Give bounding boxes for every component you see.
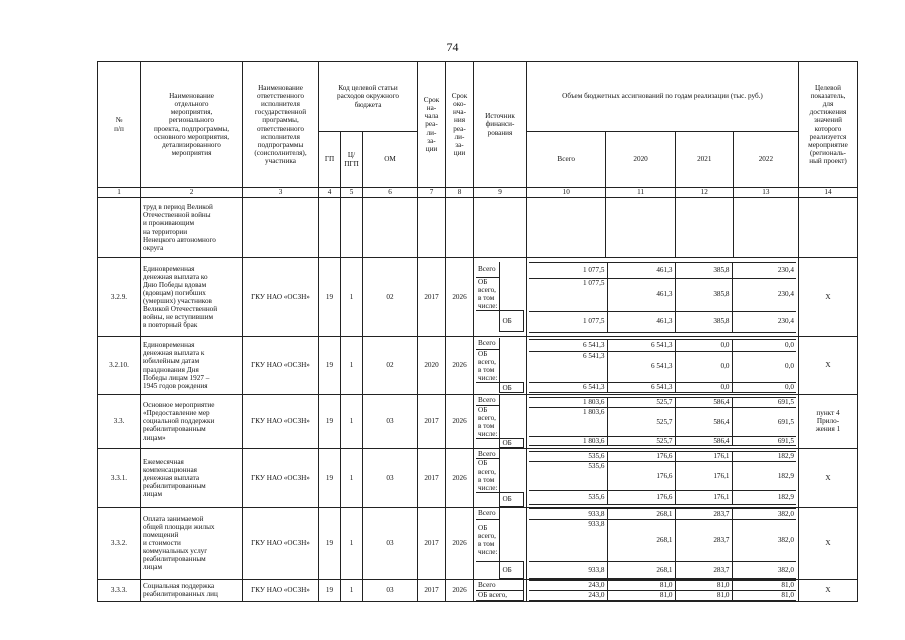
row-sources	[474, 448, 527, 507]
value-2020: 525,7	[607, 397, 675, 407]
value-2020: 6 541,3	[607, 351, 675, 382]
value-2021: 586,4	[675, 407, 732, 436]
value-2020: 6 541,3	[607, 382, 675, 392]
value-total: 243,0	[529, 590, 607, 600]
value-2020: 81,0	[607, 580, 675, 590]
row-end-year: 2026	[446, 507, 474, 579]
row-start-year: 2017	[418, 258, 446, 337]
column-number: 11	[606, 188, 675, 198]
header-2020: 2020	[606, 132, 675, 188]
column-number: 7	[418, 188, 446, 198]
value-2021: 586,4	[675, 436, 732, 445]
source-label: ОБ	[500, 492, 524, 506]
value-2021: 283,7	[675, 561, 732, 578]
value-2022: 182,9	[732, 451, 796, 461]
row-name: Ежемесячная компенсационная денежная выплата реабилитированным лицам	[141, 448, 243, 507]
source-label: ОБ всего, в том числе:	[476, 459, 500, 492]
value-2022: 230,4	[732, 311, 796, 332]
value-2020: 461,3	[607, 262, 675, 278]
table-body	[98, 188, 858, 602]
column-number: 2	[141, 188, 243, 198]
row-ppgp: 1	[341, 395, 363, 449]
value-2021: 0,0	[675, 351, 732, 382]
row-name: Единовременная денежная выплата к юбилейным датам празднования Дня Победы лицам 1927 – 1945 годов рождения	[141, 337, 243, 395]
value-2020: 176,6	[607, 490, 675, 504]
source-label: Всего	[476, 508, 500, 519]
row-start-year: 2017	[418, 395, 446, 449]
row-om: 03	[363, 448, 418, 507]
row-start-year: 2017	[418, 507, 446, 579]
value-2020: 176,6	[607, 451, 675, 461]
table-row	[98, 395, 858, 449]
row-executor: ГКУ НАО «ОСЗН»	[243, 448, 319, 507]
value-2021: 0,0	[675, 339, 732, 351]
row-executor: ГКУ НАО «ОСЗН»	[243, 579, 319, 601]
value-2022: 382,0	[732, 508, 796, 519]
value-total: 243,0	[529, 580, 607, 590]
value-2020: 268,1	[607, 508, 675, 519]
row-start-year: 2020	[418, 337, 446, 395]
value-2022: 691,5	[732, 397, 796, 407]
value-2021: 385,8	[675, 311, 732, 332]
value-2021: 176,1	[675, 461, 732, 490]
value-2021: 176,1	[675, 490, 732, 504]
value-2020: 461,3	[607, 311, 675, 332]
row-number: 3.2.10.	[98, 337, 141, 395]
row-executor: ГКУ НАО «ОСЗН»	[243, 507, 319, 579]
row-start-year: 2017	[418, 579, 446, 601]
value-2022: 691,5	[732, 436, 796, 445]
value-total: 933,8	[529, 519, 607, 561]
value-2020: 6 541,3	[607, 339, 675, 351]
value-2020: 81,0	[607, 590, 675, 600]
column-number: 1	[98, 188, 141, 198]
row-om: 02	[363, 258, 418, 337]
source-label: ОБ	[500, 383, 524, 393]
header-2022: 2022	[733, 132, 798, 188]
row-ppgp: 1	[341, 448, 363, 507]
source-label: ОБ всего, в том числе:	[476, 350, 500, 383]
value-total: 535,6	[529, 461, 607, 490]
row-sources	[474, 395, 527, 449]
source-indent	[476, 383, 500, 393]
column-number: 9	[474, 188, 527, 198]
row-values	[527, 448, 799, 507]
value-total: 6 541,3	[529, 351, 607, 382]
value-total: 6 541,3	[529, 339, 607, 351]
value-2021: 283,7	[675, 508, 732, 519]
column-number: 3	[243, 188, 319, 198]
value-2022: 0,0	[732, 351, 796, 382]
row-gp: 19	[319, 337, 341, 395]
row-om: 03	[363, 507, 418, 579]
column-number: 6	[363, 188, 418, 198]
value-total: 1 077,5	[529, 262, 607, 278]
row-values	[527, 337, 799, 395]
row-sources	[474, 258, 527, 337]
row-ppgp: 1	[341, 579, 363, 601]
source-label: Всего	[476, 580, 524, 590]
value-total: 535,6	[529, 490, 607, 504]
row-ppgp: 1	[341, 507, 363, 579]
value-2021: 283,7	[675, 519, 732, 561]
continuation-source	[474, 198, 527, 258]
row-target: Х	[799, 507, 858, 579]
value-2022: 81,0	[732, 590, 796, 600]
row-om: 03	[363, 395, 418, 449]
row-gp: 19	[319, 579, 341, 601]
row-number: 3.3.	[98, 395, 141, 449]
source-label: Всего	[476, 262, 500, 278]
row-target: пункт 4 Прило- жения 1	[799, 395, 858, 449]
column-number: 13	[733, 188, 798, 198]
header-code: Код целевой статьи расходов окружного бюджета	[319, 62, 418, 132]
header-executor: Наименование ответственного исполнителя государственной программы, ответственного исполнителя подпрограммы (соисполнителя), участника	[243, 62, 319, 188]
column-number: 4	[319, 188, 341, 198]
header-total: Всего	[527, 132, 606, 188]
table-row	[98, 258, 858, 337]
source-indent	[476, 438, 500, 447]
continuation-row	[98, 198, 858, 258]
source-label: Всего	[476, 449, 500, 459]
source-label: ОБ всего, в том числе:	[476, 519, 500, 561]
row-executor: ГКУ НАО «ОСЗН»	[243, 258, 319, 337]
page-number: 74	[446, 40, 459, 54]
value-2020: 268,1	[607, 519, 675, 561]
row-number: 3.2.9.	[98, 258, 141, 337]
header-start: Срок на- чала реа- ли- за- ции	[418, 62, 446, 188]
table-row	[98, 448, 858, 507]
row-name: Социальная поддержка реабилитированных лиц	[141, 579, 243, 601]
row-ppgp: 1	[341, 258, 363, 337]
value-2022: 230,4	[732, 262, 796, 278]
source-indent	[476, 561, 500, 578]
value-total: 1 803,6	[529, 436, 607, 445]
row-sources	[474, 507, 527, 579]
row-number: 3.3.3.	[98, 579, 141, 601]
value-total: 1 803,6	[529, 407, 607, 436]
header-source: Источник финанси- рования	[474, 62, 527, 188]
header-om: ОМ	[363, 132, 418, 188]
value-total: 933,8	[529, 561, 607, 578]
table-row	[98, 507, 858, 579]
value-total: 6 541,3	[529, 382, 607, 392]
table-row	[98, 579, 858, 601]
row-gp: 19	[319, 258, 341, 337]
value-2021: 0,0	[675, 382, 732, 392]
row-executor: ГКУ НАО «ОСЗН»	[243, 395, 319, 449]
source-indent	[476, 492, 500, 506]
budget-table	[97, 61, 858, 602]
value-2022: 182,9	[732, 461, 796, 490]
header-ppgp: Ц/ ПГП	[341, 132, 363, 188]
column-number: 12	[675, 188, 733, 198]
value-2022: 0,0	[732, 339, 796, 351]
value-total: 1 077,5	[529, 278, 607, 311]
row-om: 02	[363, 337, 418, 395]
row-start-year: 2017	[418, 448, 446, 507]
source-label: ОБ всего, в том числе:	[476, 278, 500, 311]
source-label: Всего	[476, 395, 500, 405]
value-2022: 382,0	[732, 561, 796, 578]
column-number: 8	[446, 188, 474, 198]
row-gp: 19	[319, 395, 341, 449]
header-end: Срок око- нча- ния реа- ли- за- ции	[446, 62, 474, 188]
value-2021: 81,0	[675, 580, 732, 590]
row-end-year: 2026	[446, 258, 474, 337]
row-number: 3.3.2.	[98, 507, 141, 579]
source-label: ОБ всего,	[476, 590, 524, 600]
row-end-year: 2026	[446, 395, 474, 449]
source-indent	[476, 311, 500, 332]
header-gp: ГП	[319, 132, 341, 188]
source-label: ОБ всего, в том числе:	[476, 405, 500, 438]
row-values	[527, 507, 799, 579]
table-row	[98, 337, 858, 395]
row-values	[527, 395, 799, 449]
row-name: Оплата занимаемой общей площади жилых помещений и стоимости коммунальных услуг реабилитированным лицам	[141, 507, 243, 579]
row-ppgp: 1	[341, 337, 363, 395]
value-2021: 385,8	[675, 262, 732, 278]
header-volume: Объем бюджетных ассигнований по годам реализации (тыс. руб.)	[527, 62, 799, 132]
row-sources	[474, 579, 527, 601]
header-2021: 2021	[675, 132, 733, 188]
row-sources	[474, 337, 527, 395]
value-2022: 382,0	[732, 519, 796, 561]
value-total: 1 077,5	[529, 311, 607, 332]
continuation-name: труд в период Великой Отечественной войны и проживающим на территории Ненецкого автономного округа	[141, 198, 243, 258]
row-number: 3.3.1.	[98, 448, 141, 507]
row-gp: 19	[319, 448, 341, 507]
row-gp: 19	[319, 507, 341, 579]
value-2020: 268,1	[607, 561, 675, 578]
value-2021: 385,8	[675, 278, 732, 311]
value-total: 1 803,6	[529, 397, 607, 407]
row-end-year: 2026	[446, 337, 474, 395]
header-num: № п/п	[98, 62, 141, 188]
header-name: Наименование отдельного мероприятия, регионального проекта, подпрограммы, основного мероприятия, детализированного мероприятия	[141, 62, 243, 188]
header-target: Целевой показатель, для достижения значений которого реализуется мероприятие (региональ- ный проект)	[799, 62, 858, 188]
value-2022: 691,5	[732, 407, 796, 436]
value-2020: 525,7	[607, 436, 675, 445]
value-2022: 81,0	[732, 580, 796, 590]
value-2021: 176,1	[675, 451, 732, 461]
column-number: 5	[341, 188, 363, 198]
value-total: 933,8	[529, 508, 607, 519]
row-executor: ГКУ НАО «ОСЗН»	[243, 337, 319, 395]
row-target: Х	[799, 448, 858, 507]
row-end-year: 2026	[446, 448, 474, 507]
column-number: 10	[527, 188, 606, 198]
row-name: Основное мероприятие «Предоставление мер социальной поддержки реабилитированным лицам»	[141, 395, 243, 449]
column-number: 14	[799, 188, 858, 198]
value-2022: 230,4	[732, 278, 796, 311]
row-values	[527, 258, 799, 337]
row-target: Х	[799, 579, 858, 601]
value-2020: 461,3	[607, 278, 675, 311]
row-end-year: 2026	[446, 579, 474, 601]
value-2020: 176,6	[607, 461, 675, 490]
value-2022: 0,0	[732, 382, 796, 392]
source-label: Всего	[476, 338, 500, 350]
value-2022: 182,9	[732, 490, 796, 504]
row-om: 03	[363, 579, 418, 601]
column-numbers-row	[98, 188, 858, 198]
row-values	[527, 579, 799, 601]
source-label: ОБ	[500, 438, 524, 447]
value-2021: 586,4	[675, 397, 732, 407]
source-label: ОБ	[500, 311, 524, 332]
source-label: ОБ	[500, 561, 524, 578]
row-target: Х	[799, 337, 858, 395]
value-2021: 81,0	[675, 590, 732, 600]
row-target: Х	[799, 258, 858, 337]
row-name: Единовременная денежная выплата ко Дню Победы вдовам (вдовцам) погибших (умерших) участников Великой Отечественной войны, не вступившим в повторный брак	[141, 258, 243, 337]
value-total: 535,6	[529, 451, 607, 461]
value-2020: 525,7	[607, 407, 675, 436]
